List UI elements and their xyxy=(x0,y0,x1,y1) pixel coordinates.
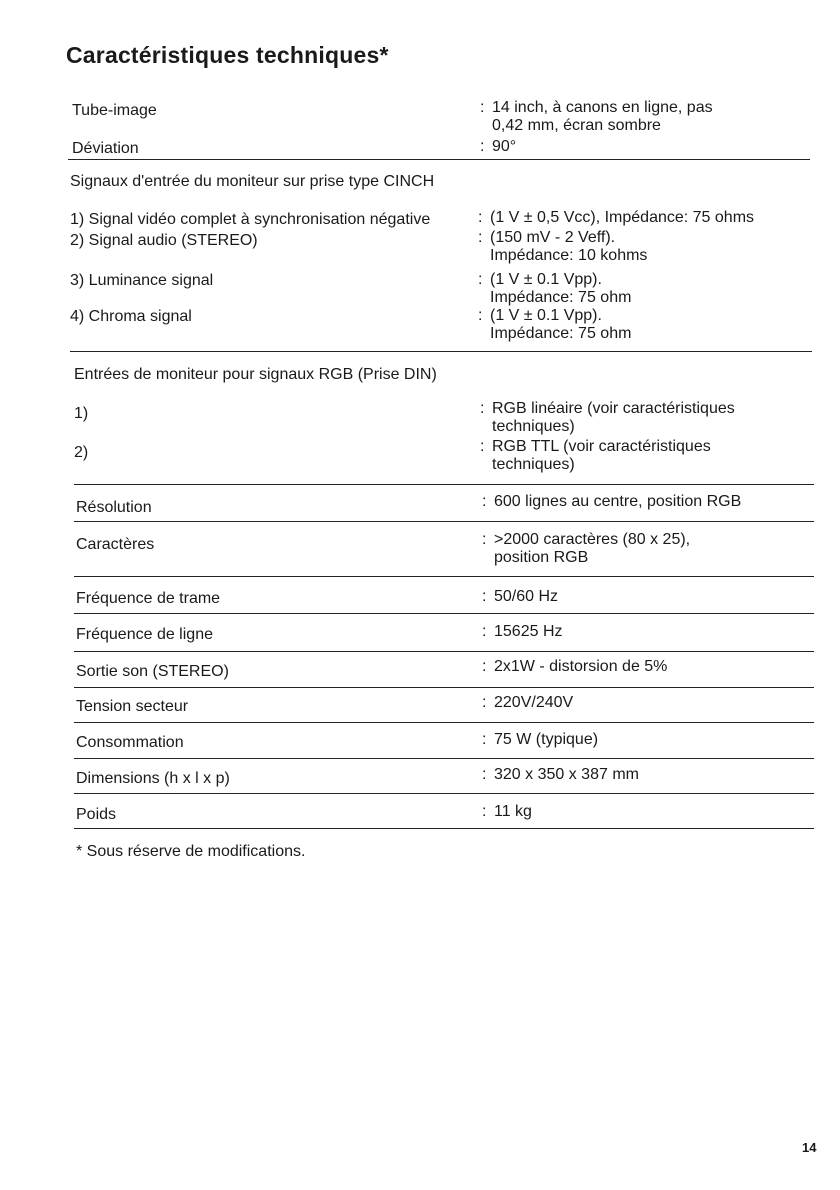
spec-label: Tube-image xyxy=(72,102,157,119)
spec-value: : (150 mV - 2 Veff). Impédance: 10 kohms xyxy=(478,229,648,264)
divider xyxy=(74,576,814,577)
spec-value: : 220V/240V xyxy=(482,694,574,711)
divider xyxy=(74,651,814,652)
page-title: Caractéristiques techniques* xyxy=(66,42,389,68)
divider xyxy=(68,159,810,160)
divider xyxy=(74,613,814,614)
spec-label: 2) xyxy=(74,444,89,461)
spec-value: : RGB linéaire (voir caractéristiques techniques) xyxy=(480,400,735,435)
spec-label: Déviation xyxy=(72,140,139,157)
spec-value: : 320 x 350 x 387 mm xyxy=(482,766,639,783)
spec-value: : 600 lignes au centre, position RGB xyxy=(482,493,742,510)
divider xyxy=(74,758,814,759)
divider xyxy=(74,722,814,723)
spec-label: Dimensions (h x l x p) xyxy=(76,770,230,787)
spec-label: 2) Signal audio (STEREO) xyxy=(70,232,258,249)
spec-label: Sortie son (STEREO) xyxy=(76,663,229,680)
spec-label: Fréquence de trame xyxy=(76,590,221,607)
spec-label: 1) xyxy=(74,405,89,422)
spec-label: 1) Signal vidéo complet à synchronisation négative xyxy=(70,211,431,228)
divider xyxy=(74,484,814,485)
spec-value: : >2000 caractères (80 x 25), position RGB xyxy=(482,531,691,566)
spec-value: : RGB TTL (voir caractéristiques techniques) xyxy=(480,438,711,473)
document-page: Caractéristiques techniques* Tube-image : 14 inch, à canons en ligne, pas 0,42 mm, écran sombre Déviation : 90° Signaux d'entrée du moniteur sur prise type CINCH 1) Signal vidéo complet à synchronisation négative : (1 V ± 0,5 Vcc), Impédance: 75 ohms 2) Signal audio (STEREO) : (150 mV - 2 Veff). Impédance: 10 kohms 3) Luminance signal : (1 V ± 0.1 Vpp). Impédance: 75 ohm 4) Chroma signal : (1 V ± 0.1 Vpp). Impédance: 75 ohm Entrées de moniteur pour signaux RGB (Prise DIN) 1) : RGB linéaire (voir caractéristiques techniques) 2) : RGB TTL (voir caractéristiques techniques) Résolution : 600 lignes au centre, position RGB Caractères : >2000 caractères (80 x 25), position RGB Fréquence de trame : 50/60 Hz Fréquence de ligne : 15625 Hz Sortie son (STEREO) : 2x1W - distorsion de 5% Tension secteur : 220V/240V Consommation : 75 W (typique) Dimensions (h x l x p) : 320 x 350 x 387 mm Poids : 11 kg * Sous réserve de modifications. 14 xyxy=(66,42,817,1155)
spec-value: : (1 V ± 0.1 Vpp). Impédance: 75 ohm xyxy=(478,307,632,342)
spec-value: : 11 kg xyxy=(482,803,532,820)
spec-value: : 50/60 Hz xyxy=(482,588,559,605)
divider xyxy=(74,521,814,522)
divider xyxy=(74,687,814,688)
spec-label: 3) Luminance signal xyxy=(70,272,214,289)
spec-label: Caractères xyxy=(76,536,155,553)
spec-value: : (1 V ± 0.1 Vpp). Impédance: 75 ohm xyxy=(478,271,632,306)
spec-label: Fréquence de ligne xyxy=(76,626,213,643)
divider xyxy=(74,793,814,794)
spec-value: : 15625 Hz xyxy=(482,623,563,640)
spec-label: Consommation xyxy=(76,734,184,751)
spec-value: : 90° xyxy=(480,138,517,155)
spec-label: Poids xyxy=(76,806,117,823)
page-number: 14 xyxy=(802,1140,817,1155)
divider xyxy=(74,828,814,829)
spec-label: Tension secteur xyxy=(76,698,189,715)
spec-value: : 14 inch, à canons en ligne, pas 0,42 mm, écran sombre xyxy=(480,99,713,134)
spec-value: : 75 W (typique) xyxy=(482,731,599,748)
footnote: * Sous réserve de modifications. xyxy=(76,843,306,860)
spec-label: 4) Chroma signal xyxy=(70,308,192,325)
divider xyxy=(70,351,812,352)
spec-value: : (1 V ± 0,5 Vcc), Impédance: 75 ohms xyxy=(478,209,755,226)
spec-value: : 2x1W - distorsion de 5% xyxy=(482,658,668,675)
spec-label: Résolution xyxy=(76,499,152,516)
